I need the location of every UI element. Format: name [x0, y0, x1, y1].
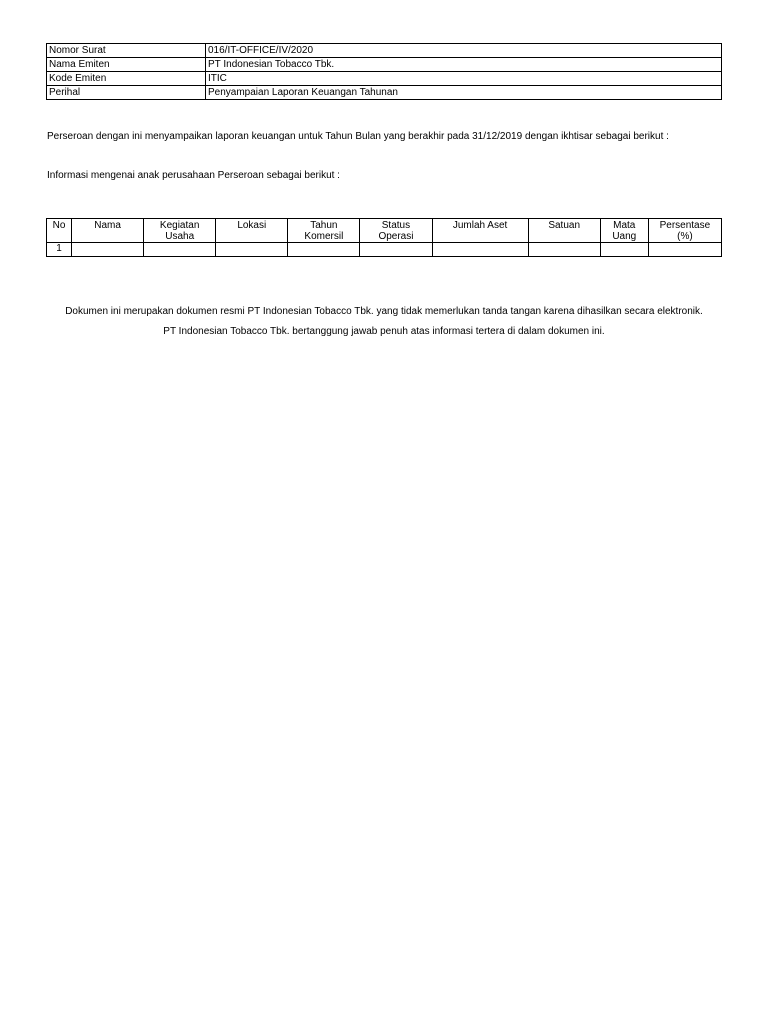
column-header-jumlah-aset: Jumlah Aset [432, 219, 528, 243]
column-header-nama: Nama [72, 219, 144, 243]
table-cell [528, 243, 600, 257]
table-row [47, 243, 722, 257]
info-row-kode-emiten [47, 72, 722, 86]
footer-statement-official: Dokumen ini merupakan dokumen resmi PT Indonesian Tobacco Tbk. yang tidak memerlukan tanda tangan karena dihasilkan secara elektronik. [65, 306, 703, 317]
info-value: PT Indonesian Tobacco Tbk. [206, 58, 722, 72]
column-header-mata-uang: Mata Uang [600, 219, 648, 243]
info-label: Nama Emiten [47, 58, 206, 72]
footer-statement-responsibility: PT Indonesian Tobacco Tbk. bertanggung jawab penuh atas informasi tertera di dalam dokumen ini. [163, 326, 605, 337]
intro-paragraph: Perseroan dengan ini menyampaikan laporan keuangan untuk Tahun Bulan yang berakhir pada 31/12/2019 dengan ikhtisar sebagai berikut : [47, 131, 669, 142]
info-value: 016/IT-OFFICE/IV/2020 [206, 44, 722, 58]
table-cell [216, 243, 288, 257]
column-header-kegiatan-usaha: Kegiatan Usaha [144, 219, 216, 243]
info-label: Perihal [47, 86, 206, 100]
table-cell [288, 243, 360, 257]
info-value: Penyampaian Laporan Keuangan Tahunan [206, 86, 722, 100]
table-cell [648, 243, 721, 257]
subsidiary-intro-paragraph: Informasi mengenai anak perusahaan Perseroan sebagai berikut : [47, 170, 340, 181]
info-row-nomor-surat [47, 44, 722, 58]
info-row-nama-emiten [47, 58, 722, 72]
letter-info-table [46, 43, 722, 100]
table-cell [144, 243, 216, 257]
table-cell [360, 243, 432, 257]
column-header-satuan: Satuan [528, 219, 600, 243]
info-label: Kode Emiten [47, 72, 206, 86]
column-header-no: No [47, 219, 72, 243]
info-row-perihal [47, 86, 722, 100]
subsidiary-table [46, 218, 722, 257]
table-cell [600, 243, 648, 257]
subsidiary-table-header-row [47, 219, 722, 243]
column-header-persentase: Persentase (%) [648, 219, 721, 243]
table-cell [432, 243, 528, 257]
info-label: Nomor Surat [47, 44, 206, 58]
info-value: ITIC [206, 72, 722, 86]
column-header-tahun-komersil: Tahun Komersil [288, 219, 360, 243]
table-cell [72, 243, 144, 257]
column-header-status-operasi: Status Operasi [360, 219, 432, 243]
table-cell: 1 [47, 243, 72, 257]
column-header-lokasi: Lokasi [216, 219, 288, 243]
